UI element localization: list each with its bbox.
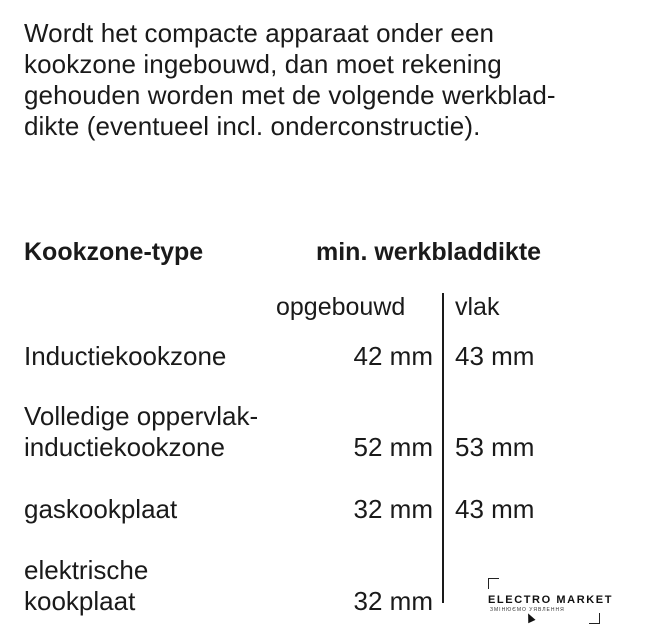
watermark-frame: [488, 578, 614, 624]
row-label-full-surface-line2: inductiekookzone: [24, 432, 225, 462]
column-header-type: Kookzone-type: [24, 238, 204, 266]
value-flush: 53 mm: [455, 432, 535, 462]
column-header-thickness: min. werkbladdikte: [316, 238, 542, 266]
subheader-flush: vlak: [455, 293, 500, 321]
row-label-full-surface-line1: Volledige oppervlak-: [24, 401, 259, 431]
frame-corner-icon: [589, 613, 600, 624]
subheader-mounted: opgebouwd: [276, 293, 406, 321]
intro-line: dikte (eventueel incl. onderconstructie).: [24, 111, 481, 141]
value-flush: 43 mm: [455, 341, 535, 371]
row-label-gas: gaskookplaat: [24, 494, 178, 524]
watermark-brand: ELECTRO MARKET: [488, 594, 614, 606]
column-divider: [442, 293, 444, 603]
row-label-induction: Inductiekookzone: [24, 341, 227, 371]
value-mounted: 32 mm: [353, 494, 433, 524]
intro-paragraph: [24, 18, 664, 142]
intro-line: kookzone ingebouwd, dan moet rekening: [24, 49, 502, 79]
watermark-logo: [470, 574, 614, 628]
value-flush: 43 mm: [455, 494, 535, 524]
cursor-icon: [524, 612, 535, 624]
intro-line: Wordt het compacte apparaat onder een: [24, 18, 495, 48]
value-mounted: 52 mm: [353, 432, 433, 462]
row-label-electric-line2: kookplaat: [24, 586, 136, 616]
value-mounted: 42 mm: [353, 341, 433, 371]
row-label-electric-line1: elektrische: [24, 555, 149, 585]
intro-line: gehouden worden met de volgende werkblad-: [24, 80, 556, 110]
watermark-tagline: ЗМІНЮЄМО УЯВЛЕННЯ: [490, 607, 565, 613]
frame-corner-icon: [488, 578, 499, 589]
value-mounted: 32 mm: [353, 586, 433, 616]
